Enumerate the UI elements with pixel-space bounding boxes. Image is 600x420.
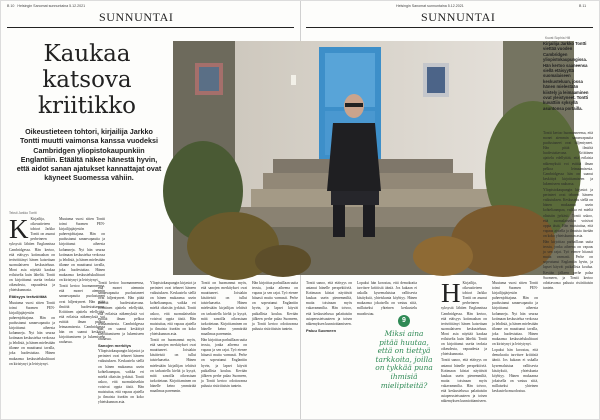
body-paragraph: Muutama vuosi sitten Tontti toimi Suomen PEN-kirjailijajärjestön puheenjohtajana. Hän on puolustanut sananvapautta ja kirjoittanut aiheesta kolumneja. Nyt hän seuraa kotimaan keskustelua verkossa ja lehdistä, ja hänen mielestään tilanne on muuttunut tavalla, joka huolestuttaa. Hänen mukaansa keskustelukulttuuri on kiristynyt ja leiriytynyt. (59, 217, 105, 283)
body-column-3 (98, 281, 144, 415)
body-paragraph: Lopuksi hän korostaa, että demokratia tarvitsee kriittisiä ääniä. Jos kukaan ei uskalla kyseenalaistaa vallitsevia käsityksiä, yhteiskunta köyhtyy. Hänen mukaansa jokaisella on vastuu siitä, millaiseksi yhteinen keskustelu muodostuu. (357, 281, 417, 316)
subheading: Etäisyys terävöittää (9, 294, 47, 300)
body-column-11 (543, 131, 593, 415)
subheading: Sanojen merkitys (98, 343, 132, 349)
left-page-number: B 10 (7, 4, 15, 8)
right-paper-line: Helsingin Sanomat sunnuntaina 5.12.2021 (396, 4, 464, 8)
byline: Teksti Jarkko Tontti (9, 211, 37, 215)
photo-credit: Kuvat Sophia Hill (545, 36, 571, 40)
quote-badge: 9 (398, 315, 410, 327)
photo-illustration (173, 41, 574, 275)
body-paragraph: Muutama vuosi sitten Tontti toimi Suomen PEN-kirjailijajärjestön puheenjohtajana. Hän on puolustanut sananvapautta ja kirjoittanut aiheesta kolumneja. Nyt hän seuraa kotimaan keskustelua verkossa ja lehdistä, ja hänen mielestään tilanne on muuttunut tavalla, joka huolestuttaa. Hänen mukaansa keskustelukulttuuri on kiristynyt ja leiriytynyt. (9, 300, 55, 366)
body-paragraph: Kirjailija, oikeustieteen tohtori Jarkko Tontti on asunut perheineen syksystä lähtien Englannissa Cambridgessa. Hän kertoo, että etäisyys kotimaahan on terävöittänyt hänen katsettaan suomalaiseen keskusteluun. Moni asia näyttää kaukaa erilaiselta kuin läheltä. Tontti on kirjoittanut useita teoksia oikeudesta, vapaudesta ja yhteiskunnasta. (9, 217, 55, 293)
right-header-rule (306, 27, 593, 28)
newspaper-spread (1, 1, 599, 419)
body-paragraph: Tontti on huomannut myös, että sanojen merkitykset ovat muuttuneet. Joistakin käsitteistä on tullut taisteluaseita. Hänen mielestään kirjailijan tehtävä on tarkastella kieltä ja kysyä, mitä sanoilla oikeastaan tarkoitetaan. Kirjoittaminen on hänelle keino ymmärtää maailmaa paremmin. (201, 281, 247, 336)
body-paragraph: Kirjailija, oikeustieteen tohtori Jarkko Tontti on asunut perheineen syksystä lähtien Englannissa Cambridgessa. Hän kertoo, että etäisyys kotimaahan on terävöittänyt hänen katsettaan suomalaiseen keskusteluun. Moni asia näyttää kaukaa erilaiselta kuin läheltä. Tontti on kirjoittanut useita teoksia oikeudesta, vapaudesta ja yhteiskunnasta. (441, 281, 487, 357)
body-paragraph: Hän kirjoittaa parhaillaan uutta teosta, jonka aiheena on vapaus ja sen rajat. Työ etenee hitaasti mutta varmasti. Perhe on sopeutunut Englantiin hyvin, ja lapset käyvät paikallista koulua. Kevään jälkeen perhe palaa Suomeen, ja Tontti kertoo odottavansa paluuta ristiriitaisin tuntein. (543, 239, 593, 290)
left-paper-line: Helsingin Sanomat sunnuntaina 5.12.2021 (17, 4, 86, 8)
body-column-10 (492, 281, 538, 415)
pull-quote (375, 315, 433, 390)
body-paragraph: Tontti kertoo huomanneensa, että monet aiemmin sananvapautta puolustaneet ovat hiljentyneet. Hän pitää ilmiötä huolestuttavana. Kriittinen ajattelu edellyttää, että erilaisia näkemyksiä voi esittää ilman pelkoa leimaamisesta. Cambridgessa hän on saanut keskittyä kirjoittamiseen ja lukemiseen rauhassa. (59, 284, 105, 345)
right-section-title: SUNNUNTAI (421, 10, 496, 24)
body-paragraph: Hän kirjoittaa parhaillaan uutta teosta, jonka aiheena on vapaus ja sen rajat. Työ etenee hitaasti mutta varmasti. Perhe on sopeutunut Englantiin hyvin, ja lapset käyvät paikallista koulua. Kevään jälkeen perhe palaa Suomeen, ja Tontti kertoo odottavansa paluuta ristiriitaisin tuntein. (201, 338, 247, 388)
right-page-number: B 11 (579, 4, 587, 8)
body-paragraph: Tontti on huomannut myös, että sanojen merkitykset ovat muuttuneet. Joistakin käsitteistä on tullut taisteluaseita. Hänen mielestään kirjailijan tehtävä on tarkastella kieltä ja kysyä, mitä sanoilla oikeastaan tarkoitetaan. Kirjoittaminen on hänelle keino ymmärtää maailmaa paremmin. (150, 338, 196, 393)
body-paragraph: Tontti kertoo huomanneensa, että monet aiemmin sananvapautta puolustaneet ovat hiljentyneet. Hän pitää ilmiötä huolestuttavana. Kriittinen ajattelu edellyttää, että erilaisia näkemyksiä voi esittää ilman pelkoa leimaamisesta. Cambridgessa hän on saanut keskittyä kirjoittamiseen ja lukemiseen rauhassa. (543, 131, 593, 186)
quote-text: Miksi aina pitää huutaa, että on tiettyä tarkkoita, joilla on tykkää puna ihmisiä mielipiteitä? (375, 329, 433, 390)
photo-caption: Kirjailija Jarkko Tontti viettää vuoden Cambridgen yliopistokaupungissa. Hän kertoo saaneensa siellä etäisyyttä suomalaiseen keskusteluun, jossa hänen mielestään kiistely ja leimaaminen ovat yleistyneet. Tontti kuvattiin syksyllä asuntonsa portailla. (543, 41, 589, 111)
left-header-rule (7, 27, 294, 28)
left-folio (7, 4, 85, 8)
article-headline: Kaukaa katsova kriitikko (38, 41, 136, 119)
body-column-1 (9, 214, 55, 415)
body-paragraph: Muutama vuosi sitten Tontti toimi Suomen PEN-kirjailijajärjestön puheenjohtajana. Hän on puolustanut sananvapautta ja kirjoittanut aiheesta kolumneja. Nyt hän seuraa kotimaan keskustelua verkossa ja lehdistä, ja hänen mielestään tilanne on muuttunut tavalla, joka huolestuttaa. Hänen mukaansa keskustelukulttuuri on kiristynyt ja leiriytynyt. (492, 281, 538, 347)
body-column-9 (441, 278, 487, 415)
body-paragraph: Tontti sanoo, että etäisyys on antanut hänelle perspektiiviä. Kotimaan kiistat näyttävät kaukaa usein pienemmiltä, mutta toisinaan myös vakavammilta. Hän toivoo, että keskustelussa palattaisiin asiaperusteisuuteen ja toisen näkemyksen kunnioittamiseen. (441, 358, 487, 404)
body-column-4 (150, 281, 196, 415)
drop-cap: H (441, 278, 461, 308)
subheading: Paluu Suomeen (306, 327, 337, 333)
body-paragraph: Yliopistokaupungin kirjastot ja perinteet ovat tehneet häneen vaikutuksen. Keskustelu siellä on hänen mukaansa usein kohteliaampaa, vaikka eri mieltä oltaisiin jyrkästi. Tontti uskoo, että suomalaisetkin voisivat oppia tästä. Hän muistuttaa, että vapaus ajatella ja ilmaista itseään on koko yhteiskunnan asia. (150, 281, 196, 336)
article-ingress: Oikeustieteen tohtori, kirjailija Jarkko Tontti muutti vaimonsa kanssa vuodeksi Cambridgen yliopistokaupunkiin Englantiin. Etäältä näkee hänestä hyvin, että aidot sanan ajatukset kannattajat ovat käyneet Suomessa vähiin. (16, 127, 162, 183)
body-paragraph: Tontti sanoo, että etäisyys on antanut hänelle perspektiiviä. Kotimaan kiistat näyttävät kaukaa usein pienemmiltä, mutta toisinaan myös vakavammilta. Hän toivoo, että keskustelussa palattaisiin asiaperusteisuuteen ja toisen näkemyksen kunnioittamiseen. (306, 281, 352, 326)
body-paragraph: Yliopistokaupungin kirjastot ja perinteet ovat tehneet häneen vaikutuksen. Keskustelu siellä on hänen mukaansa usein kohteliaampaa, vaikka eri mieltä oltaisiin jyrkästi. Tontti uskoo, että suomalaisetkin voisivat oppia tästä. Hän muistuttaa, että vapaus ajatella ja ilmaista itseään on koko yhteiskunnan asia. (543, 188, 593, 238)
body-paragraph: Lopuksi hän korostaa, että demokratia tarvitsee kriittisiä ääniä. Jos kukaan ei uskalla kyseenalaistaa vallitsevia käsityksiä, yhteiskunta köyhtyy. Hänen mukaansa jokaisella on vastuu siitä, millaiseksi yhteinen keskustelu muodostuu. (492, 348, 538, 393)
left-section-title: SUNNUNTAI (99, 10, 174, 24)
body-column-7 (306, 281, 352, 415)
body-column-6 (252, 281, 298, 415)
main-photo (173, 41, 574, 275)
body-paragraph: Yliopistokaupungin kirjastot ja perinteet ovat tehneet häneen vaikutuksen. Keskustelu siellä on hänen mukaansa usein kohteliaampaa, vaikka eri mieltä oltaisiin jyrkästi. Tontti uskoo, että suomalaisetkin voisivat oppia tästä. Hän muistuttaa, että vapaus ajatella ja ilmaista itseään on koko yhteiskunnan asia. (98, 349, 144, 405)
body-column-5 (201, 281, 247, 415)
body-paragraph: Hän kirjoittaa parhaillaan uutta teosta, jonka aiheena on vapaus ja sen rajat. Työ etenee hitaasti mutta varmasti. Perhe on sopeutunut Englantiin hyvin, ja lapset käyvät paikallista koulua. Kevään jälkeen perhe palaa Suomeen, ja Tontti kertoo odottavansa paluuta ristiriitaisin tuntein. (252, 281, 298, 331)
body-column-8 (357, 281, 417, 316)
drop-cap: K (9, 214, 29, 244)
body-paragraph: Tontti kertoo huomanneensa, että monet aiemmin sananvapautta puolustaneet ovat hiljentyneet. Hän pitää ilmiötä huolestuttavana. Kriittinen ajattelu edellyttää, että erilaisia näkemyksiä voi esittää ilman pelkoa leimaamisesta. Cambridgessa hän on saanut keskittyä kirjoittamiseen ja lukemiseen rauhassa. (98, 281, 144, 342)
